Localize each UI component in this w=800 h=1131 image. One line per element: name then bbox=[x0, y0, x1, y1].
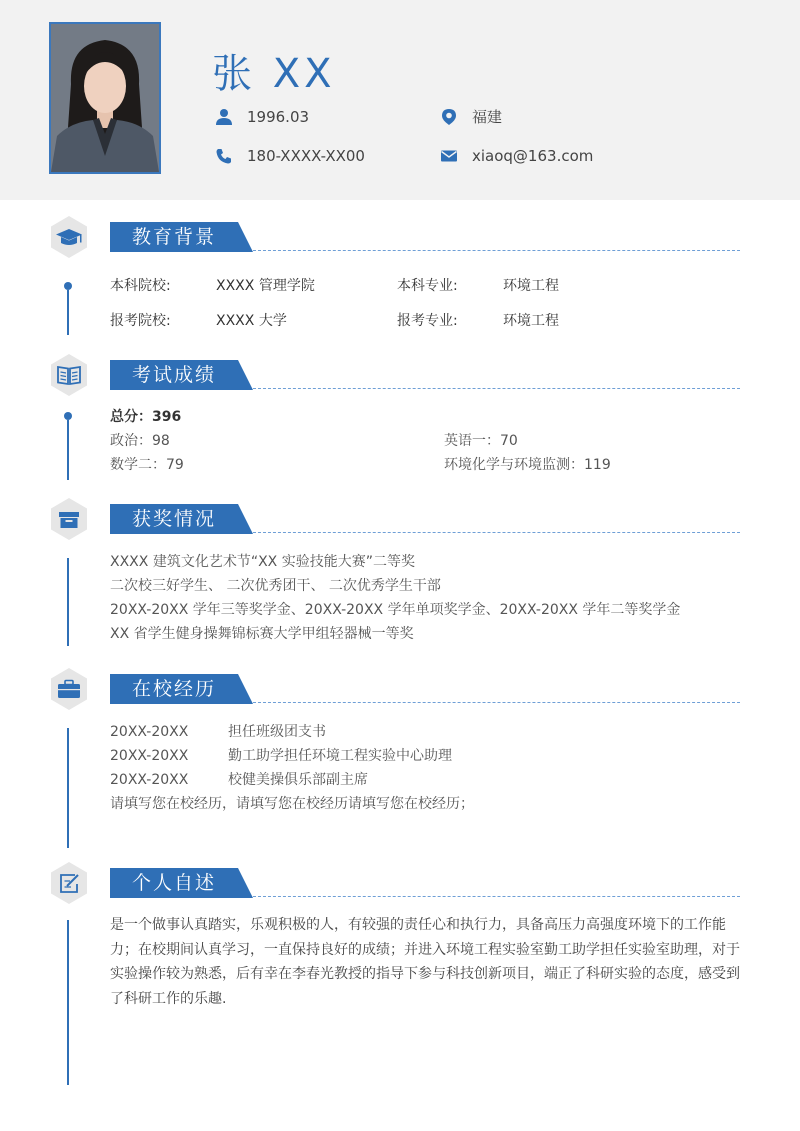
campus-period: 20XX-20XX bbox=[110, 772, 189, 788]
campus-desc: 校健美操俱乐部副主席 bbox=[228, 772, 368, 788]
location-info bbox=[440, 107, 502, 127]
mail-icon bbox=[440, 147, 458, 165]
section-divider bbox=[253, 896, 740, 897]
campus-desc: 担任班级团支书 bbox=[228, 724, 326, 740]
briefcase-icon bbox=[49, 667, 89, 711]
phone-text: 180-XXXX-XX00 bbox=[247, 147, 365, 165]
section-divider bbox=[253, 250, 740, 251]
section-divider bbox=[253, 532, 740, 533]
timeline-dot bbox=[64, 282, 72, 290]
apply-major-value: 环境工程 bbox=[503, 313, 559, 329]
email-info bbox=[440, 146, 593, 166]
total-score: 总分：396 bbox=[110, 409, 182, 425]
timeline-dot bbox=[64, 412, 72, 420]
english-score: 英语一：70 bbox=[444, 433, 518, 449]
campus-period: 20XX-20XX bbox=[110, 748, 189, 764]
book-icon bbox=[49, 353, 89, 397]
undergrad-school-label: 本科院校: bbox=[110, 278, 171, 294]
section-title-campus: 在校经历 bbox=[110, 674, 253, 704]
env-score: 环境化学与环境监测：119 bbox=[444, 457, 611, 473]
birth-info bbox=[215, 107, 309, 127]
math-score: 数学二：79 bbox=[110, 457, 184, 473]
timeline-line bbox=[67, 558, 69, 646]
candidate-name: 张 XX bbox=[212, 51, 336, 97]
timeline-line bbox=[67, 420, 69, 480]
location-text: 福建 bbox=[472, 108, 503, 126]
section-title-about: 个人自述 bbox=[110, 868, 253, 898]
apply-school-value: XXXX 大学 bbox=[216, 313, 287, 329]
edit-note-icon bbox=[49, 861, 89, 905]
section-title-awards: 获奖情况 bbox=[110, 504, 253, 534]
location-pin-icon bbox=[440, 108, 458, 126]
campus-period: 20XX-20XX bbox=[110, 724, 189, 740]
politics-score: 政治：98 bbox=[110, 433, 170, 449]
about-text: 是一个做事认真踏实，乐观积极的人，有较强的责任心和执行力，具备高压力高强度环境下的工作能力；在校期间认真学习，一直保持良好的成绩；并进入环境工程实验室勤工助学担任实验室助理，对于实验操作较为熟悉，后有幸在李春光教授的指导下参与科技创新项目，端正了科研实验的态度，感受到了科研工作的乐趣. bbox=[110, 917, 740, 1007]
apply-school-label: 报考院校: bbox=[110, 313, 171, 329]
section-title-scores: 考试成绩 bbox=[110, 360, 253, 390]
email-text: xiaoq@163.com bbox=[472, 147, 594, 165]
section-divider bbox=[253, 702, 740, 703]
timeline-line bbox=[67, 290, 69, 335]
timeline-line bbox=[67, 728, 69, 848]
award-box-icon bbox=[49, 497, 89, 541]
phone-icon bbox=[215, 147, 233, 165]
profile-photo bbox=[49, 22, 161, 174]
undergrad-school-value: XXXX 管理学院 bbox=[216, 278, 315, 294]
section-divider bbox=[253, 388, 740, 389]
award-item: XX 省学生健身操舞锦标赛大学甲组轻器械一等奖 bbox=[110, 626, 414, 642]
campus-note: 请填写您在校经历，请填写您在校经历请填写您在校经历； bbox=[110, 796, 474, 812]
undergrad-major-label: 本科专业: bbox=[397, 278, 458, 294]
section-title-education: 教育背景 bbox=[110, 222, 253, 252]
campus-desc: 勤工助学担任环境工程实验中心助理 bbox=[228, 748, 452, 764]
birth-text: 1996.03 bbox=[247, 108, 310, 126]
award-item: 20XX-20XX 学年三等奖学金、20XX-20XX 学年单项奖学金、20XX-20XX 学年二等奖学金 bbox=[110, 602, 681, 618]
award-item: XXXX 建筑文化艺术节“XX 实验技能大赛”二等奖 bbox=[110, 554, 415, 570]
award-item: 二次校三好学生、 二次优秀团干、 二次优秀学生干部 bbox=[110, 578, 441, 594]
apply-major-label: 报考专业: bbox=[397, 313, 458, 329]
undergrad-major-value: 环境工程 bbox=[503, 278, 559, 294]
timeline-line bbox=[67, 920, 69, 1085]
graduation-cap-icon bbox=[49, 215, 89, 259]
person-icon bbox=[215, 108, 233, 126]
phone-info bbox=[215, 146, 365, 166]
